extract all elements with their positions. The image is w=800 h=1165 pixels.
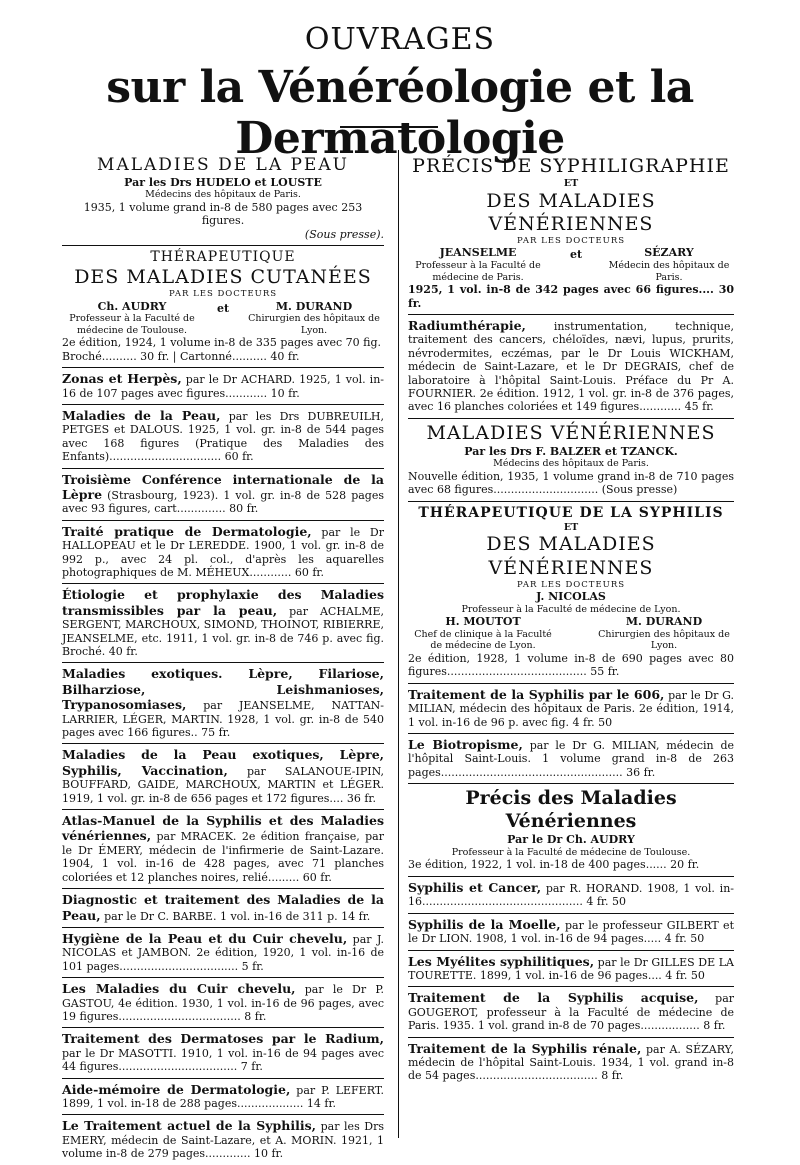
- entry-text: par J. NICOLAS et JAMBON. 2e édition, 1920, 1 vol. in-16 de 101 pages.................................. 5 fr.: [62, 932, 385, 973]
- entry-syphilis-moelle: [408, 914, 734, 951]
- entry-text: par A. SÉZARY, médecin de l'hôpital Saint-Louis. 1934, 1 vol. grand in-8 de 54 pages................................... 8 fr.: [408, 1042, 734, 1083]
- entry-par-les-docteurs: PAR LES DOCTEURS: [168, 289, 278, 300]
- entry-title: Aide-mémoire de Dermatologie,: [62, 1081, 291, 1097]
- entry-title: Traitement de la Syphilis rénale,: [408, 1040, 642, 1056]
- author-affiliation: Professeur à la Faculté de médecine de Paris.: [415, 260, 541, 283]
- entry-text: par le professeur GILBERT et le Dr LION. 1908, 1 vol. in-16 de 94 pages..... 4 fr. 50: [408, 918, 734, 946]
- entry-text: par R. HORAND. 1908, 1 vol. in-16.............................................. 4 fr. 50: [408, 881, 735, 909]
- entry-description: 3e édition, 1922, 1 vol. in-18 de 400 pages...... 20 fr.: [408, 858, 700, 872]
- entry-main-author: J. NICOLAS: [536, 590, 606, 604]
- entry-text: par le Dr ACHARD. 1925, 1 vol. in-16 de 107 pages avec figures............ 10 fr.: [62, 373, 384, 400]
- entry-title: Étiologie et prophylaxie des Maladies transmissibles par la peau,: [62, 587, 384, 618]
- author-durand: [244, 300, 384, 337]
- entry-title: MALADIES VÉNÉRIENNES: [426, 421, 716, 444]
- entry-title: Zonas et Herpès,: [62, 371, 182, 387]
- entry-affiliation: Médecins des hôpitaux de Paris.: [145, 189, 301, 201]
- entry-title: Traitement des Dermatoses par le Radium,: [62, 1031, 384, 1047]
- entry-syphilis-acquise: [408, 987, 734, 1037]
- entry-title: Le Biotropisme,: [408, 736, 523, 752]
- entry-text: par le Dr P. GASTOU, 4e édition. 1930, 1 vol. in-16 de 96 pages, avec 19 figures................................... 8 fr.: [62, 983, 385, 1023]
- entry-et: ET: [563, 178, 579, 190]
- entry-dermatoses-radium: [62, 1028, 384, 1078]
- author-jeanselme: [408, 246, 548, 283]
- author-moutot: [408, 615, 558, 652]
- entry-text: par ACHALME, SERGENT, MARCHOUX, SIMOND, THOINOT, RIBIERRE, JEANSELME, etc. 1911, 1 vol. gr. in-8 de 746 p. avec fig. Broché. 40 fr.: [62, 604, 384, 658]
- entry-text: par P. LEFERT. 1899, 1 vol. in-18 de 288 pages................... 14 fr.: [62, 1083, 385, 1110]
- entry-title-line1: THÉRAPEUTIQUE: [150, 248, 296, 265]
- entry-title: Maladies de la Peau exotiques, Lèpre, Syphilis, Vaccination,: [62, 747, 384, 778]
- entry-aide-memoire: [62, 1079, 384, 1116]
- entry-price: Broché.......... 30 fr. | Cartonné.......... 40 fr.: [62, 349, 300, 363]
- page-title: OUVRAGES: [304, 22, 496, 57]
- entry-therapeutique-syphilis: [408, 502, 734, 684]
- entry-text: (Strasbourg, 1923). 1 vol. gr. in-8 de 528 pages avec 93 figures, cart.............. 80 fr.: [62, 488, 384, 516]
- author-affiliation: Chef de clinique à la Faculté de médecine de Lyon.: [414, 628, 552, 652]
- entry-text: par le Dr G. MILIAN, médecin des hôpitaux de Paris. 2e édition, 1914, 1 vol. in-16 de 96 p. avec fig. 4 fr. 50: [408, 688, 734, 729]
- entry-myelites-syphilitiques: [408, 951, 734, 988]
- entry-etiologie-prophylaxie: [62, 584, 384, 663]
- author-conjunction: et: [216, 301, 230, 315]
- entry-text: par le Dr GILLES DE LA TOURETTE. 1899, 1 vol. in-16 de 96 pages.... 4 fr. 50: [408, 955, 734, 982]
- entry-zonas-herpes: [62, 368, 384, 405]
- entry-title-line2: DES MALADIES VÉNÉRIENNES: [486, 189, 656, 235]
- entry-authors: Par le Dr Ch. AUDRY: [507, 833, 635, 847]
- entry-traite-dermatologie: [62, 521, 384, 585]
- entry-title: Hygiène de la Peau et du Cuir chevelu,: [62, 930, 348, 946]
- entry-title: Troisième Conférence internationale de la Lèpre: [62, 471, 384, 502]
- entry-status: (Sous presse).: [304, 227, 384, 241]
- entry-text: par le Dr G. MILIAN, médecin de l'hôpital Saint-Louis. 1 volume grand in-8 de 263 pages.................................................... 36 fr.: [408, 738, 734, 779]
- author-name: JEANSELME: [439, 246, 517, 260]
- entry-title: Traitement de la Syphilis acquise,: [408, 990, 699, 1006]
- author-name: Ch. AUDRY: [97, 299, 167, 313]
- entry-hygiene-peau: [62, 928, 384, 978]
- entry-title: Le Traitement actuel de la Syphilis,: [62, 1118, 317, 1134]
- author-name: H. MOUTOT: [445, 615, 521, 629]
- entry-description: 2e édition, 1924, 1 volume in-8 de 335 pages avec 70 fig.: [62, 336, 382, 350]
- entry-text: par le Dr C. BARBE. 1 vol. in-16 de 311 p. 14 fr.: [104, 909, 371, 923]
- entry-title: Diagnostic et traitement des Maladies de la Peau,: [62, 892, 384, 923]
- right-column: [408, 152, 734, 1087]
- entry-title: MALADIES DE LA PEAU: [97, 155, 349, 175]
- entry-title: Syphilis de la Moelle,: [408, 916, 561, 932]
- entry-par-les-docteurs: PAR LES DOCTEURS: [516, 236, 626, 247]
- entry-syphilis-renale: [408, 1038, 734, 1087]
- entry-title: Maladies de la Peau,: [62, 407, 221, 423]
- entry-precis-syphiligraphie: [408, 152, 734, 315]
- entry-syphilis-606: [408, 684, 734, 734]
- entry-description: 1935, 1 volume grand in-8 de 580 pages avec 253 figures.: [83, 200, 363, 228]
- entry-traitement-actuel-syphilis: [62, 1115, 384, 1164]
- entry-par-les-docteurs: PAR LES DOCTEURS: [516, 579, 626, 590]
- entry-authors: Par les Drs F. BALZER et TZANCK.: [464, 445, 678, 459]
- entry-title: Précis des Maladies Vénériennes: [465, 787, 677, 833]
- entry-title-line2: DES MALADIES CUTANÉES: [74, 266, 372, 289]
- entry-affiliation: Médecins des hôpitaux de Paris.: [493, 458, 649, 470]
- entry-text: par le Dr MASOTTI. 1910, 1 vol. in-16 de 94 pages avec 44 figures.................................. 7 fr.: [62, 1046, 384, 1074]
- author-name: SÉZARY: [644, 246, 694, 260]
- author-affiliation: Médecin des hôpitaux de Paris.: [608, 260, 730, 283]
- author-affiliation: Chirurgien des hôpitaux de Lyon.: [248, 313, 380, 336]
- entry-title: Maladies exotiques. Lèpre, Filariose, Bilharziose, Leishmanioses, Trypanosomiases,: [62, 666, 384, 713]
- entry-diagnostic-traitement: [62, 889, 384, 928]
- entry-title: Les Maladies du Cuir chevelu,: [62, 981, 296, 997]
- entry-maladies-de-la-peau: [62, 152, 384, 246]
- author-durand: [594, 615, 734, 652]
- entry-authors-row: [408, 615, 734, 652]
- entry-radiumtherapie: [408, 315, 734, 419]
- entry-syphilis-cancer: [408, 877, 734, 914]
- author-audry: [62, 300, 202, 337]
- entry-description: Nouvelle édition, 1935, 1 volume grand in-8 de 710 pages avec 68 figures.............................. (Sous presse): [408, 470, 734, 497]
- entry-authors-row: [408, 246, 734, 283]
- entry-title: Traité pratique de Dermatologie,: [62, 523, 312, 539]
- title-divider: [340, 126, 438, 128]
- author-sezary: [604, 246, 734, 283]
- entry-et: ET: [563, 521, 579, 533]
- column-divider: [398, 150, 399, 1138]
- entry-conference-lepre: [62, 469, 384, 521]
- entry-text: par JEANSELME, NATTAN-LARRIER, LÉGER, MARTIN. 1928, 1 vol. gr. in-8 de 540 pages avec 166 figures.. 75 fr.: [62, 699, 384, 740]
- entry-text: par SALANOUE-IPIN, BOUFFARD, GAIDE, MARCHOUX, MARTIN et LÉGER. 1919, 1 vol. gr. in-8 de 656 pages et 172 figures.... 36 fr.: [62, 764, 384, 805]
- entry-description: 2e édition, 1928, 1 volume in-8 de 690 pages avec 80 figures........................................ 55 fr.: [408, 651, 734, 679]
- entry-main-affiliation: Professeur à la Faculté de médecine de Lyon.: [461, 603, 681, 615]
- entry-maladies-peau-enfants: [62, 405, 384, 469]
- entry-title-line1: PRÉCIS DE SYPHILIGRAPHIE: [412, 155, 730, 177]
- entry-text: par GOUGEROT, professeur à la Faculté de médecine de Paris. 1935. 1 vol. grand in-8 de 70 pages................. 8 fr.: [408, 992, 735, 1033]
- entry-text: par MRACEK. 2e édition française, par le Dr ÉMERY, médecin de l'infirmerie de Saint-Lazare. 1904, 1 vol. in-16 de 428 pages, avec 71 planches coloriées et 12 planches noires, relié......... 60 fr.: [62, 830, 384, 884]
- entry-title: Traitement de la Syphilis par le 606,: [408, 686, 665, 702]
- entry-maladies-veneriennes: [408, 419, 734, 502]
- author-affiliation: Professeur à la Faculté de médecine de Toulouse.: [69, 313, 195, 336]
- entry-maladies-exotiques: [62, 663, 384, 744]
- entry-atlas-manuel: [62, 810, 384, 889]
- page-subtitle: sur la Vénéréologie et la Dermatologie: [106, 62, 694, 164]
- entry-authors-row: [62, 300, 384, 337]
- entry-authors: Par les Drs HUDELO et LOUSTE: [124, 175, 322, 189]
- entry-description: 1925, 1 vol. in-8 de 342 pages avec 66 figures.... 30 fr.: [408, 283, 734, 310]
- entry-title: Radiumthérapie,: [408, 318, 526, 333]
- author-conjunction: et: [569, 248, 583, 262]
- entry-text: instrumentation, technique, traitement des cancers, chéloïdes, nævi, lupus, prurits, névrodermites, eczémas, par le Dr Louis WICKHAM, médecin de Saint-Lazare, et le Dr DEGRAIS, chef de laboratoire à l'hôpital Saint-Louis. Préface du Pr A. FOURNIER. 2e édition. 1912, 1 vol. gr. in-8 de 376 pages, avec 16 planches coloriées et 149 figures............ 45 fr.: [408, 320, 734, 414]
- entry-cuir-chevelu: [62, 978, 384, 1028]
- entry-text: par le Dr HALLOPEAU et le Dr LEREDDE. 1900, 1 vol. gr. in-8 de 992 p., avec 24 pl. col., d'après les aquarelles photographiques de M. MÉHEUX............ 60 fr.: [62, 525, 384, 579]
- entry-peau-exotiques: [62, 744, 384, 810]
- entry-title: Syphilis et Cancer,: [408, 879, 542, 895]
- entry-title: Les Myélites syphilitiques,: [408, 953, 595, 969]
- entry-text: par les Drs DUBREUILH, PETGES et DALOUS. 1925, 1 vol. gr. in-8 de 544 pages avec 168 figures (Pratique des Maladies des Enfants)................................ 60 fr.: [62, 409, 384, 464]
- entry-therapeutique-cutanees: [62, 246, 384, 368]
- author-name: M. DURAND: [625, 615, 703, 629]
- left-column: [62, 152, 384, 1165]
- author-affiliation: Chirurgien des hôpitaux de Lyon.: [598, 628, 730, 652]
- entry-precis-maladies-veneriennes: [408, 784, 734, 877]
- entry-biotropisme: [408, 734, 734, 784]
- author-name: M. DURAND: [275, 299, 353, 313]
- entry-title-line2: DES MALADIES VÉNÉRIENNES: [486, 533, 656, 579]
- entry-title-line1: THÉRAPEUTIQUE DE LA SYPHILIS: [418, 504, 724, 521]
- entry-text: par les Drs EMERY, médecin de Saint-Lazare, et A. MORIN. 1921, 1 volume in-8 de 279 pages............. 10 fr.: [62, 1120, 385, 1161]
- entry-title: Atlas-Manuel de la Syphilis et des Maladies vénériennes,: [62, 813, 384, 844]
- entry-affiliation: Professeur à la Faculté de médecine de Toulouse.: [451, 846, 691, 858]
